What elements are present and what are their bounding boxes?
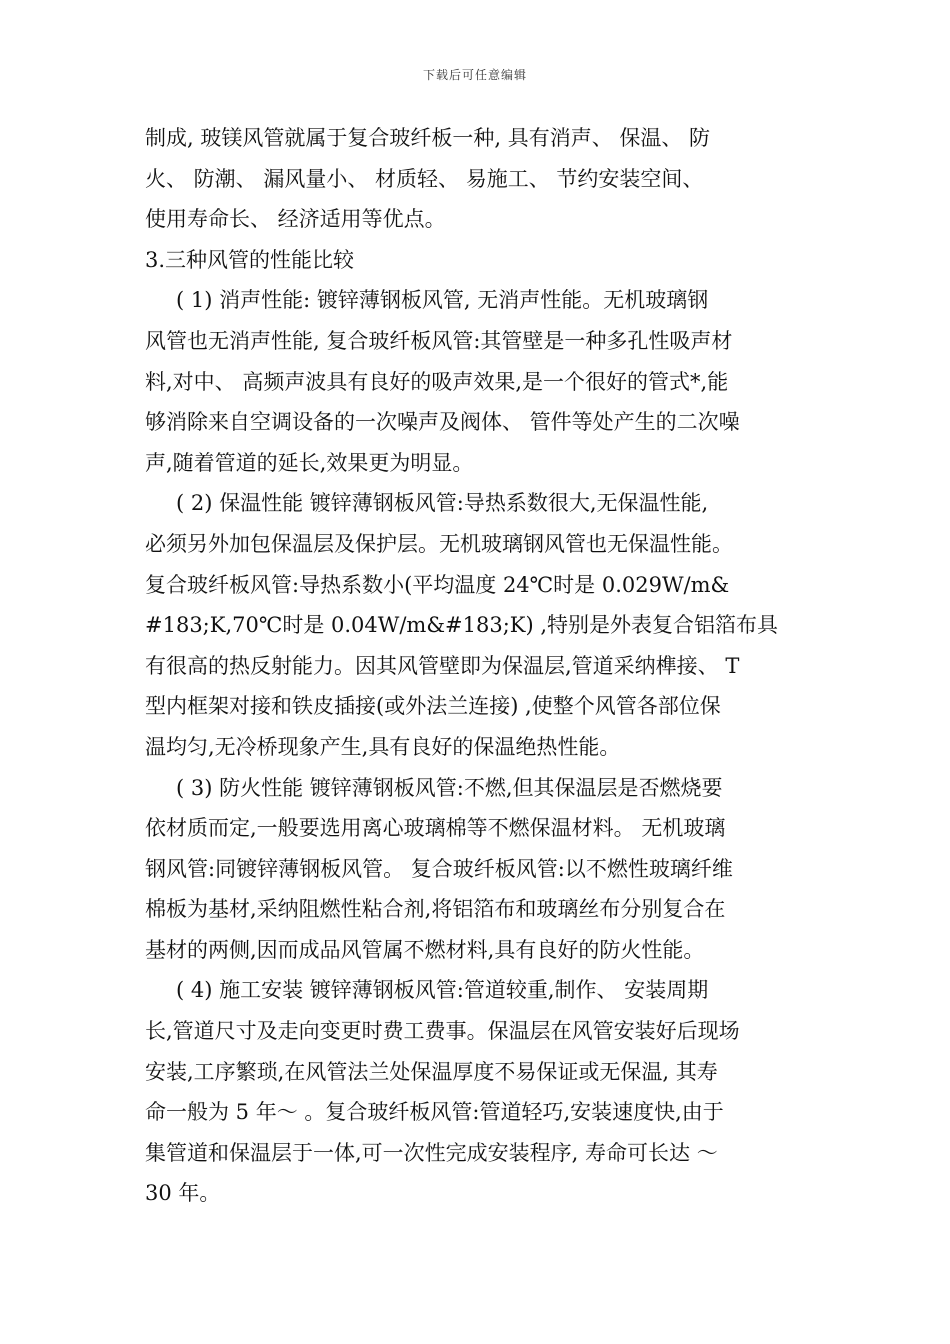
text-line: 安装,工序繁琐,在风管法兰处保温厚度不易保证或无保温, 其寿 [145, 1059, 718, 1084]
text-line: 基材的两侧,因而成品风管属不燃材料,具有良好的防火性能。 [145, 937, 705, 962]
document-body [145, 118, 810, 1214]
text-line: 必须另外加包保温层及保护层。无机玻璃钢风管也无保温性能。 [145, 531, 733, 556]
text-line: 长,管道尺寸及走向变更时费工费事。保温层在风管安装好后现场 [145, 1019, 740, 1044]
text-line: 使用寿命长、 经济适用等优点。 [145, 207, 446, 232]
text-line: 温均匀,无冷桥现象产生,具有良好的保温绝热性能。 [145, 734, 621, 759]
text-line: #183;K,70℃时是 0.04W/m&#183;K) ,特别是外表复合铝箔布具 [145, 613, 779, 638]
text-line: 声,随着管道的延长,效果更为明显。 [145, 450, 474, 475]
text-line: 料,对中、 高频声波具有良好的吸声效果,是一个很好的管式*,能 [145, 369, 729, 394]
text-line: 依材质而定,一般要选用离心玻璃棉等不燃保温材料。 无机玻璃 [145, 816, 726, 841]
text-line: 集管道和保温层于一体,可一次性完成安装程序, 寿命可长达 ～ [145, 1140, 718, 1165]
page-header: 下载后可任意编辑 [422, 68, 527, 82]
text-line: 命一般为 5 年～ 。复合玻纤板风管:管道轻巧,安装速度快,由于 [145, 1100, 724, 1125]
text-line: 复合玻纤板风管:导热系数小(平均温度 24℃时是 0.029W/m& [145, 572, 730, 597]
text-line: 制成, 玻镁风管就属于复合玻纤板一种, 具有消声、 保温、 防 [145, 126, 711, 150]
text-line: 火、 防潮、 漏风量小、 材质轻、 易施工、 节约安装空间、 [145, 166, 704, 191]
text-line: 棉板为基材,采纳阻燃性粘合剂,将铝箔布和玻璃丝布分别复合在 [145, 897, 726, 922]
text-line: 够消除来自空调设备的一次噪声及阀体、 管件等处产生的二次噪 [145, 410, 740, 435]
text-line: 有很高的热反射能力。因其风管壁即为保温层,管道采纳榫接、 T [145, 653, 740, 678]
text-line: 30 年。 [145, 1181, 221, 1206]
paragraph-start: ( 1) 消声性能: 镀锌薄钢板风管, 无消声性能。无机玻璃钢 [176, 288, 709, 313]
text-line: 风管也无消声性能, 复合玻纤板风管:其管壁是一种多孔性吸声材 [145, 328, 733, 353]
text-line: 型内框架对接和铁皮插接(或外法兰连接) ,使整个风管各部位保 [145, 694, 721, 719]
section-heading: 3.三种风管的性能比较 [145, 247, 355, 272]
paragraph-start: ( 4) 施工安装 镀锌薄钢板风管:管道较重,制作、 安装周期 [176, 978, 709, 1003]
paragraph-start: ( 3) 防火性能 镀锌薄钢板风管:不燃,但其保温层是否燃烧要 [176, 775, 723, 800]
text-line: 钢风管:同镀锌薄钢板风管。 复合玻纤板风管:以不燃性玻璃纤维 [145, 856, 733, 881]
paragraph-start: ( 2) 保温性能 镀锌薄钢板风管:导热系数很大,无保温性能, [176, 491, 709, 516]
